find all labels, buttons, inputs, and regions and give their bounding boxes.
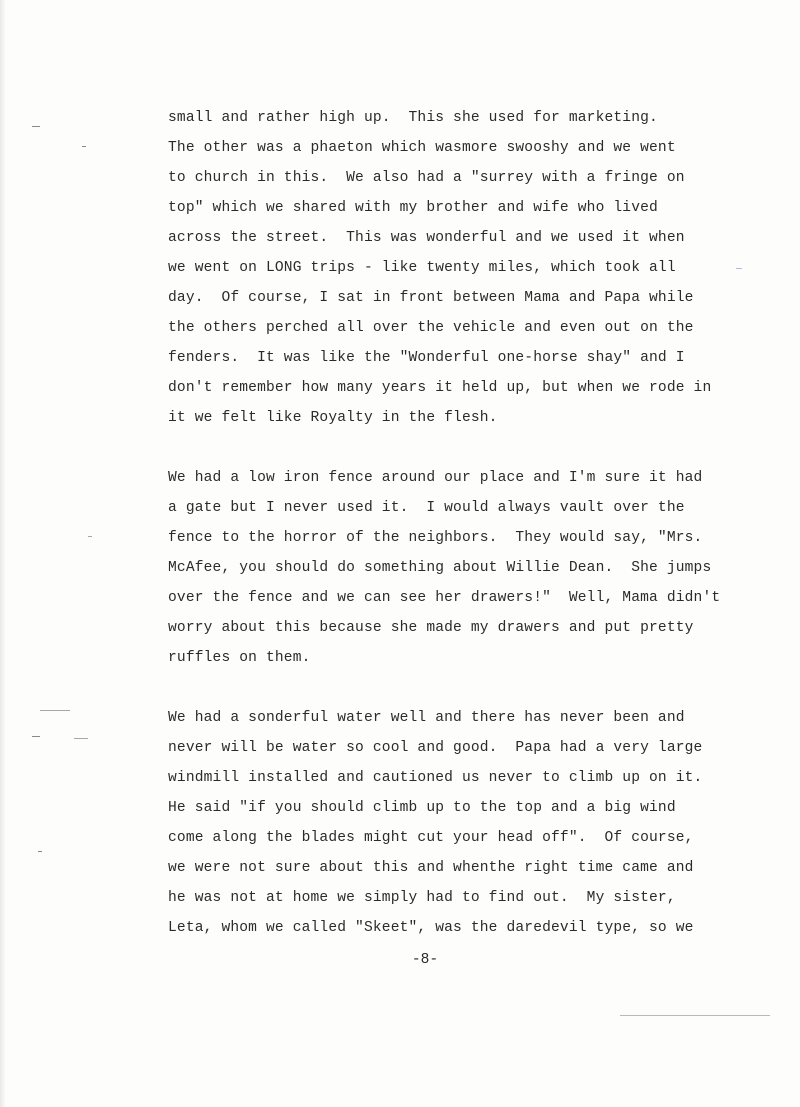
page-number: -8- bbox=[411, 952, 439, 968]
paragraph-iron-fence bbox=[168, 463, 768, 673]
text-line: we went on LONG trips - like twenty miles, which took all bbox=[168, 260, 676, 276]
text-line: it we felt like Royalty in the flesh. bbox=[168, 410, 498, 426]
scan-speck bbox=[38, 851, 42, 852]
scan-speck bbox=[88, 536, 92, 537]
text-line: fence to the horror of the neighbors. They would say, "Mrs. bbox=[168, 530, 703, 546]
text-line: small and rather high up. This she used for marketing. bbox=[168, 110, 658, 126]
text-line: We had a sonderful water well and there has never been and bbox=[168, 710, 685, 726]
text-line: a gate but I never used it. I would always vault over the bbox=[168, 500, 685, 516]
text-line: ruffles on them. bbox=[168, 650, 311, 666]
scan-speck bbox=[74, 738, 88, 739]
scan-edge-shadow bbox=[0, 0, 6, 1107]
text-line: don't remember how many years it held up, but when we rode in bbox=[168, 380, 712, 396]
text-line: come along the blades might cut your head off". Of course, bbox=[168, 830, 694, 846]
bottom-rule bbox=[620, 1015, 770, 1016]
text-line: the others perched all over the vehicle and even out on the bbox=[168, 320, 694, 336]
paragraph-carriages bbox=[168, 103, 768, 433]
text-line: The other was a phaeton which wasmore swooshy and we went bbox=[168, 140, 676, 156]
text-line: over the fence and we can see her drawers!" Well, Mama didn't bbox=[168, 590, 721, 606]
text-line: to church in this. We also had a "surrey with a fringe on bbox=[168, 170, 685, 186]
text-line: across the street. This was wonderful and we used it when bbox=[168, 230, 685, 246]
text-line: Leta, whom we called "Skeet", was the daredevil type, so we bbox=[168, 920, 694, 936]
scan-speck bbox=[82, 146, 86, 147]
text-line: worry about this because she made my drawers and put pretty bbox=[168, 620, 694, 636]
text-line: fenders. It was like the "Wonderful one-horse shay" and I bbox=[168, 350, 685, 366]
scan-speck bbox=[32, 736, 40, 737]
text-line: never will be water so cool and good. Papa had a very large bbox=[168, 740, 703, 756]
text-line: We had a low iron fence around our place and I'm sure it had bbox=[168, 470, 703, 486]
text-line: He said "if you should climb up to the top and a big wind bbox=[168, 800, 676, 816]
scan-speck bbox=[32, 126, 40, 127]
scan-speck bbox=[736, 268, 742, 269]
text-line: day. Of course, I sat in front between Mama and Papa while bbox=[168, 290, 694, 306]
scan-speck bbox=[40, 710, 70, 711]
paragraph-water-well bbox=[168, 703, 768, 943]
text-line: McAfee, you should do something about Willie Dean. She jumps bbox=[168, 560, 712, 576]
text-line: he was not at home we simply had to find out. My sister, bbox=[168, 890, 676, 906]
text-line: we were not sure about this and whenthe right time came and bbox=[168, 860, 694, 876]
text-line: top" which we shared with my brother and wife who lived bbox=[168, 200, 658, 216]
text-line: windmill installed and cautioned us never to climb up on it. bbox=[168, 770, 703, 786]
